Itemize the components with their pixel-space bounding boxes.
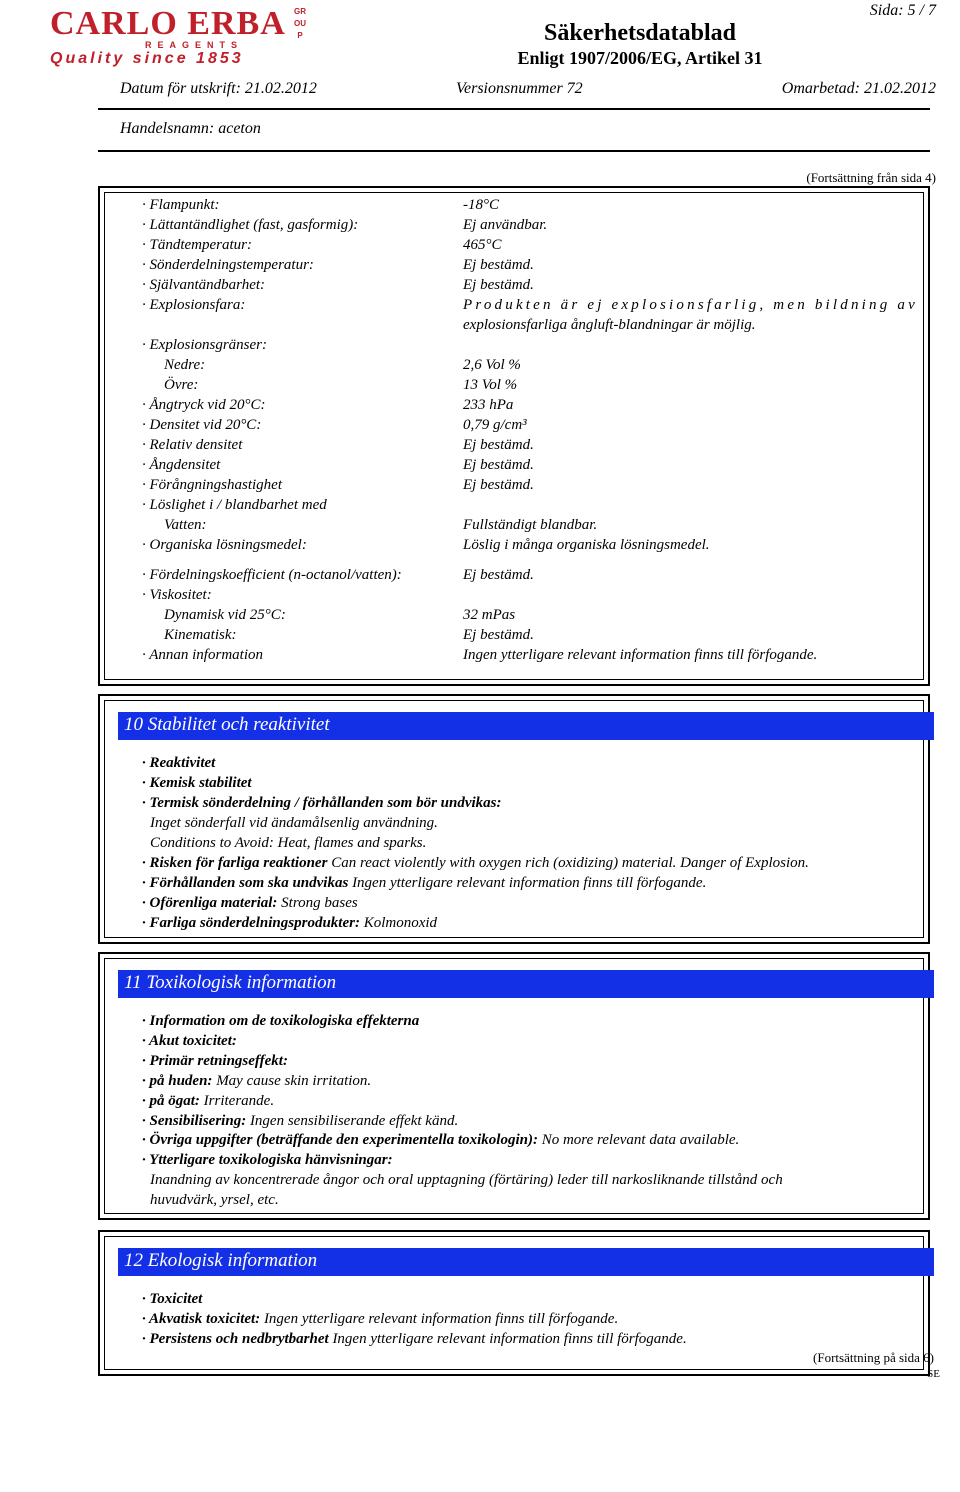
property-label: · Självantändbarhet: [142, 277, 266, 293]
line-label: · Termisk sönderdelning / förhållanden som bör undvikas: [142, 795, 502, 811]
section10-header [118, 712, 934, 740]
property-value: 13 Vol % [463, 377, 518, 393]
trade-name: Handelsnamn: aceton [120, 120, 261, 137]
property-value: Ej bestämd. [463, 567, 534, 583]
line-label: · Kemisk stabilitet [142, 775, 252, 791]
property-label: · Ångdensitet [142, 457, 221, 473]
property-value: Ej bestämd. [463, 477, 534, 493]
section10-line [142, 793, 502, 813]
line-label: · Farliga sönderdelningsprodukter: [142, 915, 360, 931]
logo-group: GROUP [294, 7, 306, 40]
property-value: Ej användbar. [463, 217, 548, 233]
trade-divider [98, 150, 930, 152]
property-label: · Förångningshastighet [142, 477, 283, 493]
document-title: Säkerhetsdatablad [543, 20, 737, 46]
line-label: · Övriga uppgifter (beträffande den experimentella toxikologin): [142, 1132, 538, 1149]
property-value: 2,6 Vol % [463, 357, 521, 373]
property-value: Ej bestämd. [463, 277, 534, 293]
line-label: · Akut toxicitet: [142, 1032, 237, 1049]
line-label: · på huden: [142, 1072, 213, 1089]
section12-line [142, 1309, 618, 1329]
page-number: Sida: 5 / 7 [869, 2, 936, 19]
language-code: SE [927, 1368, 940, 1380]
version-number: Versionsnummer 72 [456, 80, 583, 97]
line-label: · Ytterligare toxikologiska hänvisningar: [142, 1152, 393, 1169]
print-date: Datum för utskrift: 21.02.2012 [120, 80, 317, 97]
line-text: Kolmonoxid [359, 915, 438, 931]
logo-name: CARLO ERBA [50, 5, 286, 42]
property-label: · Flampunkt: [142, 197, 220, 213]
property-label: · Organiska lösningsmedel: [142, 537, 307, 553]
property-value: 0,79 g/cm³ [463, 417, 527, 433]
property-label: Nedre: [164, 357, 206, 373]
property-label: · Fördelningskoefficient (n-octanol/vatten): [142, 567, 402, 583]
line-label: · Primär retningseffekt: [142, 1052, 288, 1069]
line-label: · Sensibilisering: [142, 1112, 247, 1129]
property-value: Löslig i många organiska lösningsmedel. [463, 537, 710, 553]
continued-on: (Fortsättning på sida 6) [813, 1350, 934, 1365]
line-text: Conditions to Avoid: Heat, flames and sparks. [150, 835, 427, 851]
property-value: 32 mPas [463, 607, 516, 623]
property-value: Ej bestämd. [463, 627, 534, 643]
section10-line [142, 913, 437, 933]
line-text: Ingen sensibiliserande effekt känd. [246, 1112, 459, 1129]
property-value: Produkten är ej explosionsfarlig, men bildning av [463, 297, 918, 313]
property-value: Ej bestämd. [463, 257, 534, 273]
continued-from: (Fortsättning från sida 4) [806, 170, 936, 185]
line-label: · Persistens och nedbrytbarhet [142, 1331, 329, 1347]
property-label: · Relativ densitet [142, 437, 243, 453]
line-label: · Oförenliga material: [142, 895, 278, 911]
property-label: · Ångtryck vid 20°C: [142, 397, 266, 413]
section10-line [142, 893, 358, 913]
section11-line [142, 1031, 237, 1051]
line-text: Ingen ytterligare relevant information finns till förfogande. [260, 1311, 619, 1327]
section11-line [142, 1130, 739, 1150]
property-label: · Annan information [142, 647, 263, 663]
property-label: · Sönderdelningstemperatur: [142, 257, 314, 273]
line-text: No more relevant data available. [537, 1132, 740, 1149]
header-divider [98, 108, 930, 110]
section11-line [150, 1170, 783, 1190]
property-label: Kinematisk: [164, 627, 237, 643]
section12-header [118, 1248, 934, 1276]
document-subtitle: Enligt 1907/2006/EG, Artikel 31 [517, 48, 763, 68]
line-text: Inandning av koncentrerade ångor och oral upptagning (förtäring) leder till narkosliknande tillstånd och [150, 1172, 783, 1189]
property-label: · Löslighet i / blandbarhet med [142, 497, 327, 513]
section11-line [142, 1091, 274, 1111]
section10-line [150, 833, 426, 853]
property-value: -18°C [463, 197, 499, 213]
property-value: Ingen ytterligare relevant information finns till förfogande. [463, 647, 818, 663]
property-value: Ej bestämd. [463, 457, 534, 473]
line-text: Can react violently with oxygen rich (oxidizing) material. Danger of Explosion. [327, 855, 809, 871]
property-label: Vatten: [164, 517, 207, 533]
section11-line [142, 1071, 371, 1091]
logo-reagents: REAGENTS [145, 40, 244, 50]
line-label: · Risken för farliga reaktioner [142, 855, 328, 871]
logo-quality: Quality since 1853 [50, 50, 244, 67]
section12-title: 12 Ekologisk information [124, 1250, 318, 1271]
line-label: · Förhållanden som ska undvikas [142, 875, 349, 891]
line-label: · Akvatisk toxicitet: [142, 1311, 261, 1327]
property-value: 465°C [463, 237, 502, 253]
line-label: · på ögat: [142, 1092, 200, 1109]
line-label: · Information om de toxikologiska effekterna [142, 1013, 420, 1029]
property-label: Övre: [164, 377, 199, 393]
section10-line [150, 813, 438, 833]
property-label: · Explosionsgränser: [142, 337, 267, 353]
section12-line [142, 1329, 687, 1349]
property-value: Ej bestämd. [463, 437, 534, 453]
property-label: · Lättantändlighet (fast, gasformig): [142, 217, 359, 233]
section11-header [118, 970, 934, 998]
line-text: Strong bases [277, 895, 358, 911]
property-label: Dynamisk vid 25°C: [164, 607, 286, 623]
line-text: Inget sönderfall vid ändamålsenlig användning. [150, 815, 438, 831]
line-text: Ingen ytterligare relevant information finns till förfogande. [328, 1331, 687, 1347]
property-value-cont: explosionsfarliga ångluft-blandningar är möjlig. [463, 317, 756, 333]
property-value: 233 hPa [463, 397, 514, 413]
section10-line [142, 773, 252, 793]
property-label: · Explosionsfara: [142, 297, 246, 313]
section11-line [142, 1150, 393, 1170]
section11-line [150, 1190, 279, 1210]
line-text: May cause skin irritation. [212, 1072, 372, 1089]
section10-line [142, 853, 809, 873]
section10-line [142, 753, 215, 773]
property-label: · Viskositet: [142, 587, 212, 603]
section11-line [142, 1051, 288, 1071]
section10-title: 10 Stabilitet och reaktivitet [124, 714, 330, 735]
section11-line [142, 1011, 419, 1031]
line-label: · Toxicitet [142, 1291, 203, 1307]
section11-line [142, 1111, 458, 1131]
property-label: · Densitet vid 20°C: [142, 417, 262, 433]
property-label: · Tändtemperatur: [142, 237, 252, 253]
section12-line [142, 1289, 202, 1309]
line-text: huvudvärk, yrsel, etc. [150, 1192, 279, 1209]
revised-date: Omarbetad: 21.02.2012 [781, 80, 936, 97]
line-text: Irriterande. [199, 1092, 275, 1109]
section10-line [142, 873, 706, 893]
property-value: Fullständigt blandbar. [463, 517, 598, 533]
line-label: · Reaktivitet [142, 755, 216, 771]
section11-title: 11 Toxikologisk information [124, 972, 337, 993]
line-text: Ingen ytterligare relevant information finns till förfogande. [348, 875, 707, 891]
